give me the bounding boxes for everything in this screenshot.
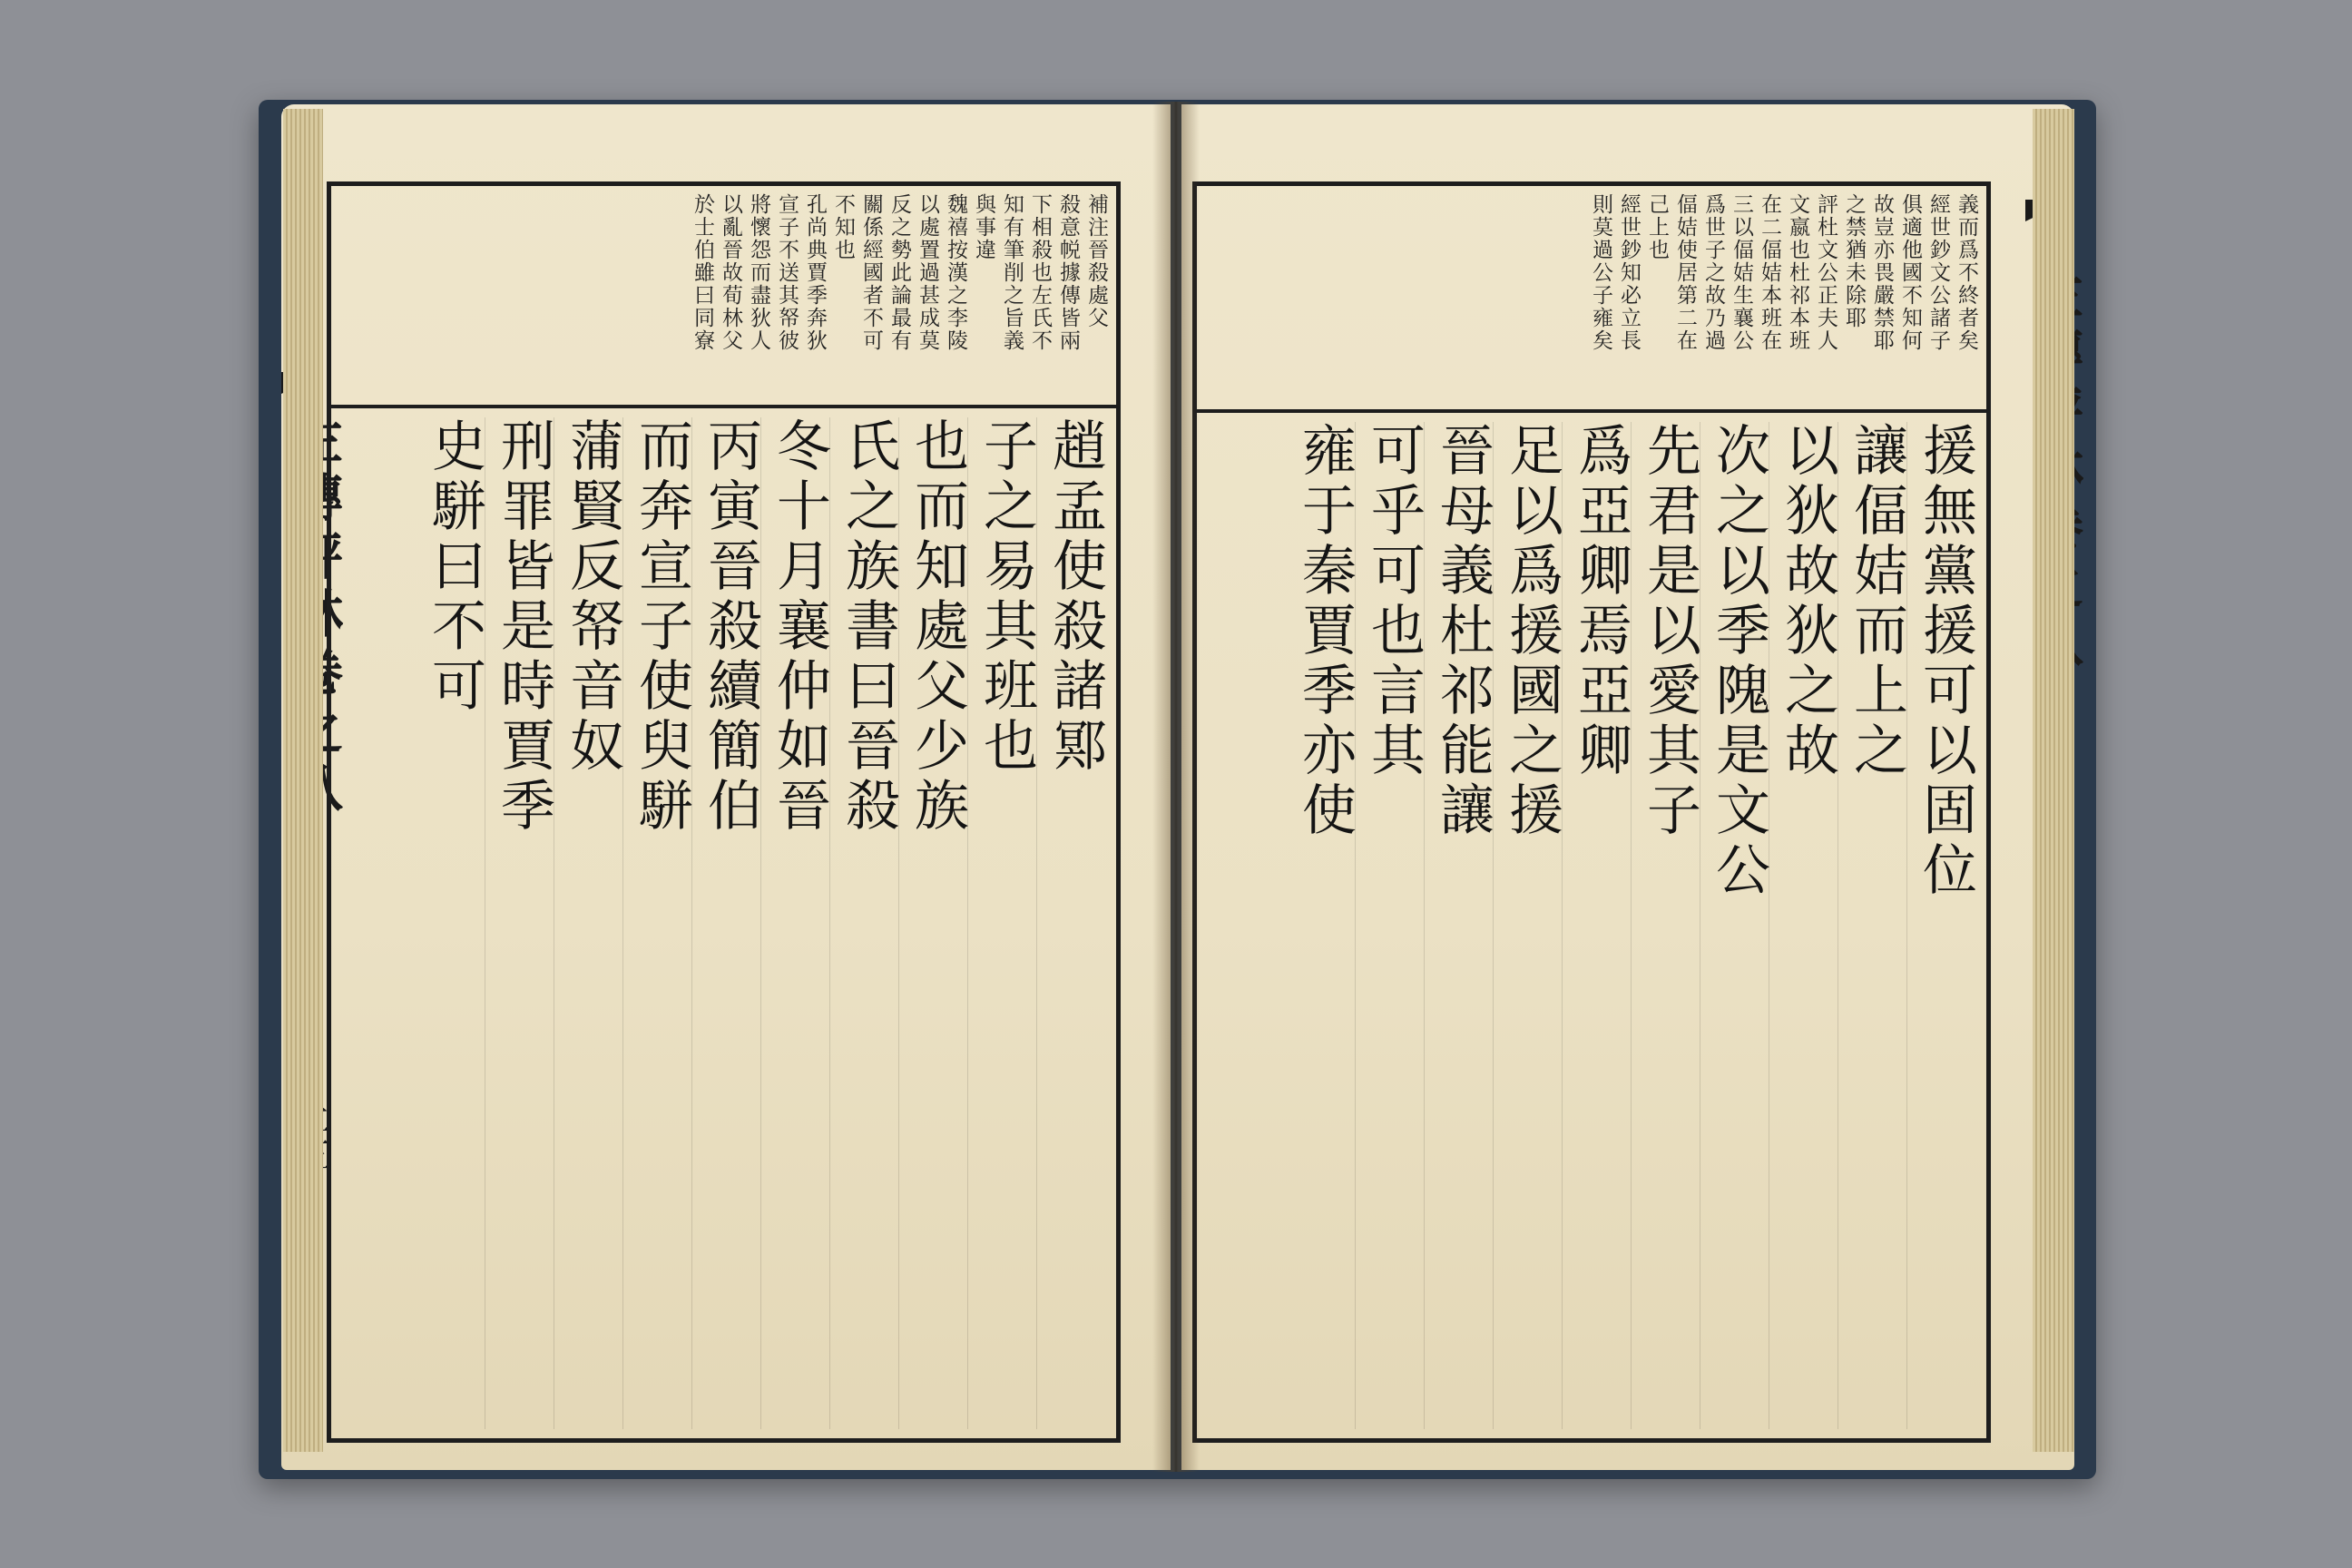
commentary-column: 己上也 <box>1645 193 1669 261</box>
commentary-column: 孔尚典賈季奔狄 <box>803 193 827 352</box>
main-text-column: 援無黨援可以固位 <box>1906 422 1975 1429</box>
commentary-column: 以亂晉故荀林父 <box>719 193 742 352</box>
commentary-column: 殺意帨據傳皆兩 <box>1056 193 1080 352</box>
commentary-column: 故豈亦畏嚴禁耶 <box>1870 193 1894 352</box>
right-commentary-register <box>1197 186 1986 413</box>
left-page-edges <box>283 109 323 1452</box>
main-text-column: 雍于秦賈季亦使 <box>1293 422 1357 841</box>
right-text-frame <box>1192 181 1991 1443</box>
main-text-column: 冬十月襄仲如晉 <box>760 417 829 1429</box>
main-text-column: 讓偪姞而上之 <box>1838 422 1906 1429</box>
right-page <box>1181 104 2074 1470</box>
commentary-column: 魏禧按漢之李陵 <box>944 193 967 352</box>
main-text-column: 足以爲援國之援 <box>1493 422 1562 1429</box>
commentary-column: 知有筆削之旨義 <box>1000 193 1024 352</box>
commentary-column: 偪姞使居第二在 <box>1673 193 1697 352</box>
commentary-column: 評杜文公正夫人 <box>1814 193 1838 352</box>
left-text-frame <box>327 181 1121 1443</box>
commentary-column: 義而爲不終者矣 <box>1955 193 1978 352</box>
left-commentary-register <box>331 186 1116 408</box>
right-page-edges <box>2033 109 2074 1452</box>
commentary-column: 文嬴也杜祁本班 <box>1786 193 1809 352</box>
main-text-column: 爲亞卿焉亞卿 <box>1562 422 1631 1429</box>
commentary-column: 三以偪姞生襄公 <box>1730 193 1753 352</box>
main-text-column: 也而知處父少族 <box>898 417 967 1429</box>
main-text-column: 趙孟使殺諸鄍 <box>1036 417 1105 1429</box>
commentary-column: 俱適他國不知何 <box>1898 193 1922 352</box>
main-text-column: 次之以季隗是文公 <box>1700 422 1769 1429</box>
commentary-column: 下相殺也左氏不 <box>1028 193 1052 352</box>
commentary-column: 經世鈔文公諸子 <box>1926 193 1950 352</box>
right-main-text <box>1197 413 1986 1438</box>
commentary-column: 於士伯雖曰同寮 <box>691 193 714 352</box>
main-text-column: 史駢曰不可 <box>423 417 486 717</box>
commentary-column: 爲世子之故乃過 <box>1701 193 1725 352</box>
main-text-column: 而奔宣子使臾駢 <box>622 417 691 1429</box>
commentary-column: 則莫過公子雍矣 <box>1589 193 1612 352</box>
main-text-column: 以狄故狄之故 <box>1769 422 1838 1429</box>
commentary-column: 反之勢此論最有 <box>887 193 911 352</box>
left-main-text <box>331 408 1116 1438</box>
main-text-column: 子之易其班也 <box>967 417 1036 1429</box>
commentary-column: 關係經國者不可 <box>859 193 883 352</box>
left-page <box>281 104 1171 1470</box>
main-text-column: 先君是以愛其子 <box>1631 422 1700 1429</box>
commentary-column: 之禁猶未除耶 <box>1842 193 1866 329</box>
commentary-column: 將懷怨而盡狄人 <box>747 193 770 352</box>
book-gutter <box>1152 102 1200 1472</box>
commentary-column: 以處置過甚成莫 <box>916 193 939 352</box>
commentary-column: 補注晉殺處父 <box>1084 193 1108 329</box>
main-text-column: 晉母義杜祁能讓 <box>1424 422 1493 1429</box>
commentary-column: 不知也 <box>831 193 855 261</box>
main-text-column: 丙寅晉殺續簡伯 <box>691 417 760 1429</box>
commentary-column: 在二偪姞本班在 <box>1758 193 1781 352</box>
main-text-column: 氏之族書曰晉殺 <box>829 417 898 1429</box>
commentary-column: 宣子不送其帑彼 <box>775 193 799 352</box>
main-text-column: 蒲賢反帑音奴 <box>554 417 622 1429</box>
main-text-column: 可乎可也言其 <box>1355 422 1424 1429</box>
main-text-column: 刑罪皆是時賈季 <box>485 417 554 1429</box>
commentary-column: 經世鈔知必立長 <box>1617 193 1641 352</box>
commentary-column: 與事違 <box>972 193 995 261</box>
